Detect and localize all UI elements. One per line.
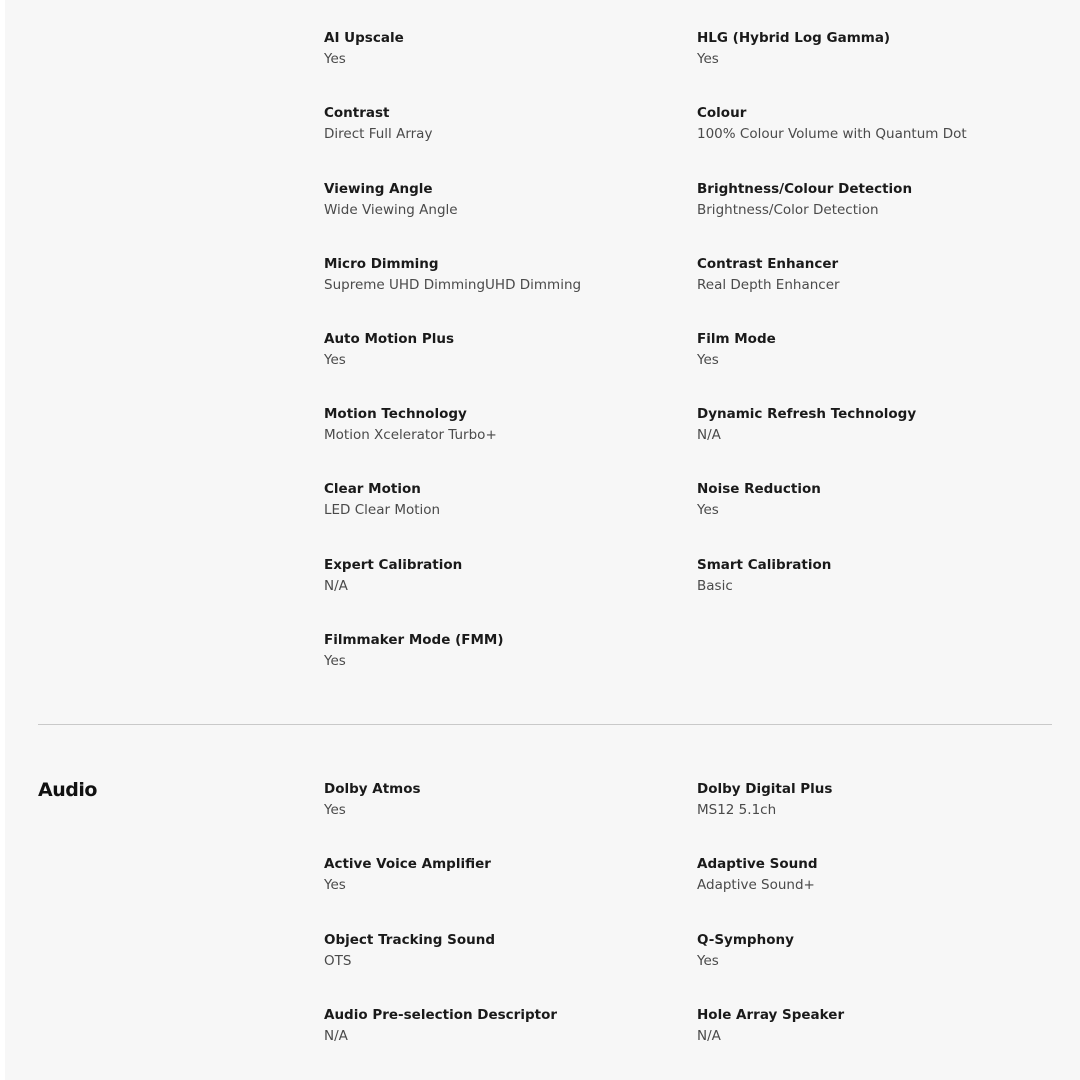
spec-item-film-mode [697, 330, 1057, 369]
spec-label: Expert Calibration [324, 557, 463, 573]
spec-label: Dolby Atmos [324, 781, 421, 797]
spec-item-object-tracking-sound [324, 931, 684, 970]
spec-value: Yes [324, 51, 346, 67]
spec-label: Contrast Enhancer [697, 256, 839, 272]
spec-label: Active Voice Amplifier [324, 856, 491, 872]
spec-item-filmmaker-mode [324, 631, 684, 670]
spec-item-audio-pre-selection-descriptor [324, 1006, 684, 1045]
spec-label: Micro Dimming [324, 256, 439, 272]
spec-label: AI Upscale [324, 30, 404, 46]
spec-label: Colour [697, 105, 747, 121]
spec-value: 100% Colour Volume with Quantum Dot [697, 126, 967, 142]
spec-label: Film Mode [697, 331, 776, 347]
spec-item-noise-reduction [697, 480, 1057, 519]
spec-item-dynamic-refresh-technology [697, 405, 1057, 444]
spec-label: Contrast [324, 105, 390, 121]
spec-value: MS12 5.1ch [697, 802, 777, 818]
spec-item-smart-calibration [697, 556, 1057, 595]
spec-value: Yes [324, 653, 346, 669]
spec-label: Auto Motion Plus [324, 331, 455, 347]
spec-item-contrast-enhancer [697, 255, 1057, 294]
spec-value: Direct Full Array [324, 126, 433, 142]
spec-value: Yes [324, 352, 346, 368]
spec-value: Yes [324, 877, 346, 893]
spec-label: Dynamic Refresh Technology [697, 406, 917, 422]
spec-value: OTS [324, 953, 352, 969]
spec-label: Clear Motion [324, 481, 421, 497]
spec-value: N/A [697, 1028, 721, 1044]
spec-value: N/A [697, 427, 721, 443]
spec-item-q-symphony [697, 931, 1057, 970]
spec-item-dolby-atmos [324, 780, 684, 819]
spec-label: Smart Calibration [697, 557, 832, 573]
spec-item-brightness-colour-detection [697, 180, 1057, 219]
spec-item-active-voice-amplifier [324, 855, 684, 894]
spec-value: Motion Xcelerator Turbo+ [324, 427, 497, 443]
spec-value: Brightness/Color Detection [697, 202, 879, 218]
spec-value: Basic [697, 578, 733, 594]
section-title-audio: Audio [38, 779, 97, 801]
spec-label: Filmmaker Mode (FMM) [324, 632, 504, 648]
spec-value: Real Depth Enhancer [697, 277, 840, 293]
spec-value: Yes [324, 802, 346, 818]
spec-label: Adaptive Sound [697, 856, 818, 872]
spec-item-motion-technology [324, 405, 684, 444]
spec-value: Yes [697, 51, 719, 67]
spec-label: HLG (Hybrid Log Gamma) [697, 30, 891, 46]
spec-item-auto-motion-plus [324, 330, 684, 369]
spec-value: Yes [697, 352, 719, 368]
spec-label: Dolby Digital Plus [697, 781, 833, 797]
spec-label: Noise Reduction [697, 481, 821, 497]
spec-label: Object Tracking Sound [324, 932, 496, 948]
spec-item-adaptive-sound [697, 855, 1057, 894]
spec-item-ai-upscale [324, 29, 684, 68]
spec-value: Wide Viewing Angle [324, 202, 458, 218]
spec-value: Yes [697, 953, 719, 969]
section-divider [38, 724, 1052, 725]
spec-label: Viewing Angle [324, 181, 433, 197]
spec-label: Q-Symphony [697, 932, 794, 948]
spec-item-dolby-digital-plus [697, 780, 1057, 819]
spec-value: N/A [324, 1028, 348, 1044]
spec-item-viewing-angle [324, 180, 684, 219]
spec-item-colour [697, 104, 1057, 143]
spec-label: Audio Pre-selection Descriptor [324, 1007, 558, 1023]
spec-value: LED Clear Motion [324, 502, 441, 518]
spec-item-hole-array-speaker [697, 1006, 1057, 1045]
spec-item-micro-dimming [324, 255, 684, 294]
spec-label: Brightness/Colour Detection [697, 181, 913, 197]
spec-value: Yes [697, 502, 719, 518]
spec-item-clear-motion [324, 480, 684, 519]
spec-item-hlg [697, 29, 1057, 68]
spec-label: Hole Array Speaker [697, 1007, 845, 1023]
spec-label: Motion Technology [324, 406, 467, 422]
spec-value: N/A [324, 578, 348, 594]
spec-value: Adaptive Sound+ [697, 877, 815, 893]
spec-page [5, 0, 1080, 1080]
spec-value: Supreme UHD DimmingUHD Dimming [324, 277, 582, 293]
spec-item-expert-calibration [324, 556, 684, 595]
spec-item-contrast [324, 104, 684, 143]
